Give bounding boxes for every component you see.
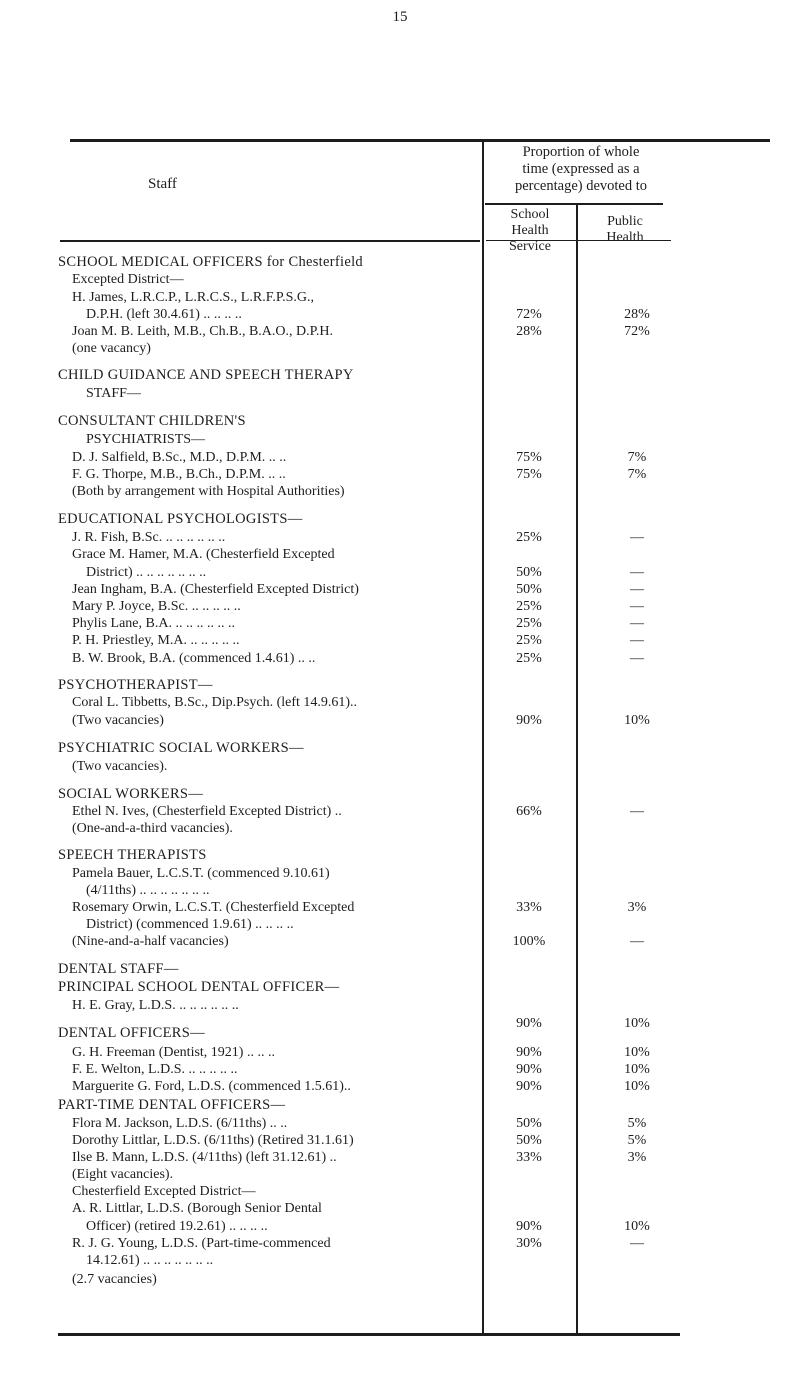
public-health-percentage: 10% [624,1062,650,1077]
table-row [0,385,800,402]
table-row [0,581,800,598]
table-bottom-rule [58,1333,680,1336]
public-health-percentage: — [630,633,644,648]
public-health-percentage: 10% [624,713,650,728]
staff-entry-text: (4/11ths) .. .. .. .. .. .. .. [86,883,210,898]
staff-entry-text: (2.7 vacancies) [72,1272,157,1287]
proportion-header-line: percentage) devoted to [514,178,648,194]
table-row [0,1271,800,1288]
table-row [0,1078,800,1095]
staff-entry-text: H. E. Gray, L.D.S. .. .. .. .. .. .. [72,998,239,1013]
staff-entry-text: Officer) (retired 19.2.61) .. .. .. .. [86,1219,268,1234]
table-row [0,1149,800,1166]
staff-entry-text: Phylis Lane, B.A. .. .. .. .. .. .. [72,616,235,631]
table-row [0,758,800,775]
table-row [0,650,800,667]
public-health-percentage: — [630,1236,644,1251]
staff-entry-text: Jean Ingham, B.A. (Chesterfield Excepted District) [72,582,359,597]
staff-entry-text: R. J. G. Young, L.D.S. (Part-time-commenced [72,1236,331,1251]
public-health-percentage: 10% [624,1219,650,1234]
staff-entry-text: SCHOOL MEDICAL OFFICERS for Chesterfield [58,254,363,270]
staff-entry-text: CHILD GUIDANCE AND SPEECH THERAPY [58,367,354,383]
table-row [0,271,800,288]
table-row [0,529,800,546]
table-row [0,786,800,803]
staff-entry-text: Mary P. Joyce, B.Sc. .. .. .. .. .. [72,599,241,614]
staff-entry-text: Excepted District— [72,272,184,287]
staff-entry-text: B. W. Brook, B.A. (commenced 1.4.61) .. .. [72,651,316,666]
staff-entry-text: (Eight vacancies). [72,1167,174,1182]
proportion-header-line: time (expressed as a [522,161,640,177]
table-row [0,979,800,996]
staff-entry-text: District) (commenced 1.9.61) .. .. .. .. [86,917,294,932]
staff-entry-text: Pamela Bauer, L.C.S.T. (commenced 9.10.61) [72,866,330,881]
table-row [0,323,800,340]
table-row [0,413,800,430]
table-row [0,546,800,563]
staff-entry-text: STAFF— [86,386,141,401]
school-health-percentage: 90% [516,1079,542,1094]
table-row [0,899,800,916]
public-health-percentage: 10% [624,1045,650,1060]
staff-entry-text: F. E. Welton, L.D.S. .. .. .. .. .. [72,1062,238,1077]
subheader-rule [485,203,663,205]
school-health-percentage: 75% [516,467,542,482]
table-row [0,1132,800,1149]
header-line: Health [606,230,644,245]
table-row [0,1183,800,1200]
school-health-percentage: 66% [516,804,542,819]
table-row [0,1218,800,1235]
table-row [0,564,800,581]
table-row [0,1115,800,1132]
public-health-header [580,214,670,246]
staff-entry-text: Grace M. Hamer, M.A. (Chesterfield Excepted [72,547,335,562]
table-row [0,483,800,500]
table-row [0,1235,800,1252]
school-health-percentage: 90% [516,1219,542,1234]
table-row [0,431,800,448]
school-health-percentage: 50% [516,1133,542,1148]
staff-entry-text: DENTAL STAFF— [58,961,179,977]
table-row [0,803,800,820]
table-row [0,598,800,615]
table-row [0,997,800,1014]
school-health-percentage: 50% [516,582,542,597]
public-health-percentage: — [630,599,644,614]
table-row [0,449,800,466]
staff-entry-text: PRINCIPAL SCHOOL DENTAL OFFICER— [58,979,340,995]
table-row [0,1252,800,1269]
table-row [0,865,800,882]
school-health-percentage: 25% [516,530,542,545]
staff-entry-text: (One-and-a-third vacancies). [72,821,233,836]
public-health-percentage: 7% [627,467,647,482]
public-health-percentage: 5% [627,1116,647,1131]
table-top-rule [70,139,770,142]
school-health-percentage: 50% [516,565,542,580]
staff-entry-text: Coral L. Tibbetts, B.Sc., Dip.Psych. (left 14.9.61).. [72,695,358,710]
table-row [0,1166,800,1183]
table-row [0,615,800,632]
page-number: 15 [392,9,408,25]
table-row [0,933,800,950]
staff-entry-text: EDUCATIONAL PSYCHOLOGISTS— [58,511,303,527]
table-row [0,1097,800,1114]
public-health-percentage: 10% [624,1079,650,1094]
staff-entry-text: F. G. Thorpe, M.B., B.Ch., D.P.M. .. .. [72,467,286,482]
public-health-percentage: 3% [627,900,647,915]
school-health-percentage: 25% [516,616,542,631]
header-line: Service [509,239,551,254]
staff-entry-text: Rosemary Orwin, L.C.S.T. (Chesterfield Excepted [72,900,355,915]
staff-entry-text: SOCIAL WORKERS— [58,786,204,802]
table-row [0,1025,800,1042]
header-line: Health [511,223,549,238]
staff-entry-text: J. R. Fish, B.Sc. .. .. .. .. .. .. [72,530,226,545]
public-health-percentage: 72% [624,324,650,339]
staff-entry-text: D.P.H. (left 30.4.61) .. .. .. .. [86,307,242,322]
header-bottom-rule-left [60,240,480,242]
staff-entry-text: (Both by arrangement with Hospital Authorities) [72,484,345,499]
staff-entry-text: (one vacancy) [72,341,151,356]
proportion-header-line: Proportion of whole [522,144,640,160]
school-health-percentage: 33% [516,1150,542,1165]
school-health-percentage: 25% [516,633,542,648]
public-health-percentage: — [630,582,644,597]
table-row [0,1200,800,1217]
school-health-percentage: 72% [516,307,542,322]
staff-entry-text: 14.12.61) .. .. .. .. .. .. .. [86,1253,214,1268]
table-row [0,882,800,899]
proportion-header [486,144,676,195]
school-health-percentage: 90% [516,713,542,728]
staff-entry-text: Chesterfield Excepted District— [72,1184,256,1199]
school-health-percentage: 33% [516,900,542,915]
school-health-percentage: 90% [516,1045,542,1060]
public-health-percentage: — [630,651,644,666]
staff-entry-text: PSYCHIATRISTS— [86,432,206,447]
table-row [0,1061,800,1078]
public-health-percentage: 5% [627,1133,647,1148]
public-health-percentage: 10% [624,1016,650,1031]
staff-entry-text: H. James, L.R.C.P., L.R.C.S., L.R.F.P.S.G., [72,290,314,305]
table-row [0,677,800,694]
header-line: Public [607,214,643,229]
staff-entry-text: Ilse B. Mann, L.D.S. (4/11ths) (left 31.12.61) .. [72,1150,337,1165]
public-health-percentage: 7% [627,450,647,465]
staff-entry-text: (Two vacancies) [72,713,164,728]
table-row [0,694,800,711]
staff-entry-text: A. R. Littlar, L.D.S. (Borough Senior Dental [72,1201,322,1216]
staff-column-header: Staff [148,176,177,192]
table-row [0,254,800,271]
table-row [0,916,800,933]
staff-entry-text: DENTAL OFFICERS— [58,1025,205,1041]
staff-entry-text: PART-TIME DENTAL OFFICERS— [58,1097,286,1113]
staff-entry-text: District) .. .. .. .. .. .. .. [86,565,207,580]
staff-entry-text: PSYCHOTHERAPIST— [58,677,213,693]
school-health-percentage: 25% [516,599,542,614]
school-health-percentage: 90% [516,1062,542,1077]
table-row [0,820,800,837]
table-row [0,1044,800,1061]
staff-entry-text: (Two vacancies). [72,759,168,774]
staff-entry-text: Flora M. Jackson, L.D.S. (6/11ths) .. .. [72,1116,288,1131]
header-line: School [510,207,550,222]
staff-entry-text: Joan M. B. Leith, M.B., Ch.B., B.A.O., D.P.H. [72,324,333,339]
table-row [0,961,800,978]
table-row [0,740,800,757]
staff-entry-text: CONSULTANT CHILDREN'S [58,413,246,429]
table-row [0,367,800,384]
staff-entry-text: G. H. Freeman (Dentist, 1921) .. .. .. [72,1045,275,1060]
school-health-service-header [486,207,574,255]
table-row [0,632,800,649]
school-health-percentage: 28% [516,324,542,339]
staff-entry-text: Marguerite G. Ford, L.D.S. (commenced 1.5.61).. [72,1079,351,1094]
public-health-percentage: — [630,934,644,949]
public-health-percentage: 28% [624,307,650,322]
table-row [0,847,800,864]
school-health-percentage: 25% [516,651,542,666]
table-row [0,289,800,306]
public-health-percentage: 3% [627,1150,647,1165]
staff-entry-text: SPEECH THERAPISTS [58,847,207,863]
staff-entry-text: P. H. Priestley, M.A. .. .. .. .. .. [72,633,240,648]
table-row [0,466,800,483]
school-health-percentage: 30% [516,1236,542,1251]
staff-entry-text: Ethel N. Ives, (Chesterfield Excepted District) .. [72,804,342,819]
table-row [0,340,800,357]
public-health-percentage: — [630,530,644,545]
school-health-percentage: 90% [516,1016,542,1031]
table-row [0,511,800,528]
school-health-percentage: 100% [512,934,546,949]
table-row [0,712,800,729]
table-row [0,306,800,323]
staff-entry-text: Dorothy Littlar, L.D.S. (6/11ths) (Retired 31.1.61) [72,1133,354,1148]
school-health-percentage: 50% [516,1116,542,1131]
staff-entry-text: PSYCHIATRIC SOCIAL WORKERS— [58,740,304,756]
public-health-percentage: — [630,616,644,631]
public-health-percentage: — [630,565,644,580]
public-health-percentage: — [630,804,644,819]
school-health-percentage: 75% [516,450,542,465]
staff-entry-text: D. J. Salfield, B.Sc., M.D., D.P.M. .. .. [72,450,287,465]
staff-entry-text: (Nine-and-a-half vacancies) [72,934,229,949]
